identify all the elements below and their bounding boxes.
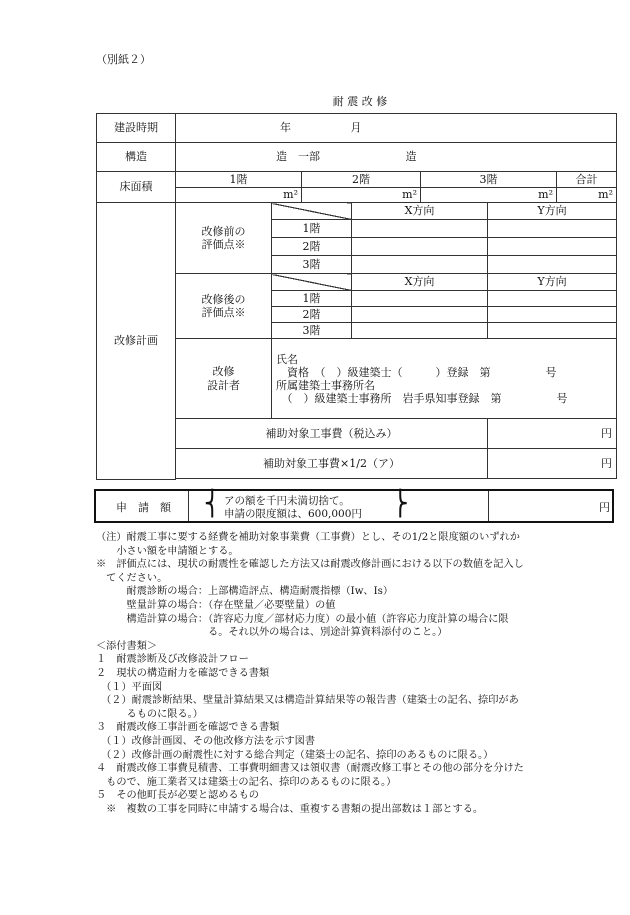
after-2f-y-input[interactable] [488,307,617,323]
unit-m2: m² [598,188,614,202]
seismic-retrofit-form [96,113,617,480]
before-2f-x-input[interactable] [352,238,488,256]
after-2f-x-input[interactable] [352,307,488,323]
floor-area-header-3f: 3階 [421,172,557,188]
note-line: （２）改修計画の耐震性に対する総合判定（建築士の記名、捺印のあるものに限る。） [96,749,494,761]
application-amount-input[interactable] [489,491,612,521]
designer-field[interactable] [272,339,617,419]
note-line: てください。 [96,572,168,584]
note-line: 壁量計算の場合：（存在壁量／必要壁量）の値 [96,599,336,611]
floor-area-header-1f: 1階 [176,172,302,188]
before-score-label: 改修前の 評価点※ [176,203,272,274]
after-3f-y-input[interactable] [488,323,617,339]
structure-main-label: 造 一部 [276,150,320,164]
spacer [176,479,617,480]
bracket-left-icon: ⎨ [204,490,221,519]
note-line: ３ 耐震改修工事計画を確認できる書類 [96,722,280,734]
note-line: ５ その他町長が必要と認めるもの [96,790,259,802]
before-3f-x-input[interactable] [352,256,488,274]
designer-office-label: 所属建築士事務所名 [276,378,375,392]
after-1f-y-input[interactable] [488,291,617,307]
note-line: ※ 複数の工事を同時に申請する場合は、重複する書類の提出部数は１部とする。 [96,803,484,815]
before-1f-x-input[interactable] [352,220,488,238]
structure-sub-label: 造 [405,150,417,164]
construction-year-label: 年 [280,121,291,135]
designer-name-label: 氏名 [276,352,298,366]
unit-m2: m² [538,188,553,202]
notes-section [96,531,616,816]
bracket-right-icon: ⎬ [392,490,409,519]
subsidy-half-label: 補助対象工事費×1/2（ア） [176,449,488,479]
subsidy-half-input[interactable] [488,449,617,479]
construction-time-field[interactable] [176,114,617,143]
application-note-line2: 申請の限度額は、600,000円 [224,508,362,520]
note-line: （注）耐震工事に要する経費を補助対象事業費（工事費）とし、その1/2と限度額のいずれか [96,532,520,543]
subsidy-cost-label: 補助対象工事費（税込み） [176,419,488,449]
after-x-direction-header: X方向 [352,274,488,291]
after-floor-2f: 2階 [272,307,352,323]
structure-field[interactable] [176,143,617,172]
before-x-direction-header: X方向 [352,203,488,220]
attachment-label: （別紙２） [96,53,151,66]
yen-unit: 円 [601,426,613,440]
floor-area-total-input[interactable] [557,188,617,203]
before-1f-y-input[interactable] [488,220,617,238]
note-line: ＜添付書類＞ [96,640,158,652]
floor-area-label: 床面積 [97,172,176,203]
form-title: 耐 震 改 修 [332,95,388,108]
before-2f-y-input[interactable] [488,238,617,256]
floor-area-header-2f: 2階 [302,172,421,188]
floor-area-3f-input[interactable] [421,188,557,203]
application-amount-label: 申 請 額 [116,501,171,514]
unit-m2: m² [283,188,298,202]
designer-office-registration-label: （ ）級建築士事務所 岩手県知事登録 第 号 [276,391,568,405]
structure-label: 構造 [97,143,176,172]
before-floor-1f: 1階 [272,220,352,238]
before-3f-y-input[interactable] [488,256,617,274]
note-line: る。それ以外の場合は、別途計算資料添付のこと。） [96,627,448,639]
application-note-line1: アの額を千円未満切捨て。 [224,495,350,507]
construction-time-label: 建設時期 [97,114,176,143]
before-y-direction-header: Y方向 [488,203,617,220]
after-floor-1f: 1階 [272,291,352,307]
note-line: （２）耐震診断結果、壁量計算結果又は構造計算結果等の報告書（建築士の記名、捺印があ [96,695,519,707]
before-floor-2f: 2階 [272,238,352,256]
after-floor-3f: 3階 [272,323,352,339]
note-line: ２ 現状の構造耐力を確認できる書類 [96,667,270,679]
designer-qualification-label: 資格 （ ）級建築士（ ）登録 第 号 [276,365,557,379]
after-header-diagonal [272,274,352,291]
note-line: （１）平面図 [96,681,163,693]
note-line: るものに限る。） [96,708,203,720]
designer-label: 改修 設計者 [176,339,272,419]
note-line: 耐震診断の場合：上部構造評点、構造耐震指標（Iw、Is） [96,586,394,598]
construction-month-label: 月 [350,121,362,135]
after-y-direction-header: Y方向 [488,274,617,291]
note-line: ４ 耐震改修工事費見積書、工事費明細書又は領収書（耐震改修工事とその他の部分を分けた [96,763,524,775]
application-divider [188,491,189,521]
after-3f-x-input[interactable] [352,323,488,339]
after-1f-x-input[interactable] [352,291,488,307]
note-line: 構造計算の場合：（許容応力度／部材応力度）の最小値（許容応力度計算の場合に限 [96,613,509,625]
before-header-diagonal [272,203,352,220]
note-line: （１）改修計画図、その他改修方法を示す図書 [96,735,316,747]
yen-unit: 円 [601,456,613,470]
yen-unit: 円 [599,501,610,514]
unit-m2: m² [402,188,417,202]
plan-label: 改修計画 [97,203,176,480]
note-line: もので、施工業者又は建築士の記名、捺印のあるものに限る。） [96,776,397,788]
floor-area-2f-input[interactable] [302,188,421,203]
subsidy-cost-input[interactable] [488,419,617,449]
note-line: ※ 評価点には、現状の耐震性を確認した方法又は耐震改修計画における以下の数値を記入し [96,559,524,571]
after-score-label: 改修後の 評価点※ [176,274,272,339]
note-line: １ 耐震診断及び改修設計フロー [96,654,249,666]
application-amount-box [94,489,614,523]
before-floor-3f: 3階 [272,256,352,274]
note-line: 小さい額を申請額とする。 [96,545,239,557]
floor-area-1f-input[interactable] [176,188,302,203]
floor-area-header-total: 合計 [557,172,617,188]
